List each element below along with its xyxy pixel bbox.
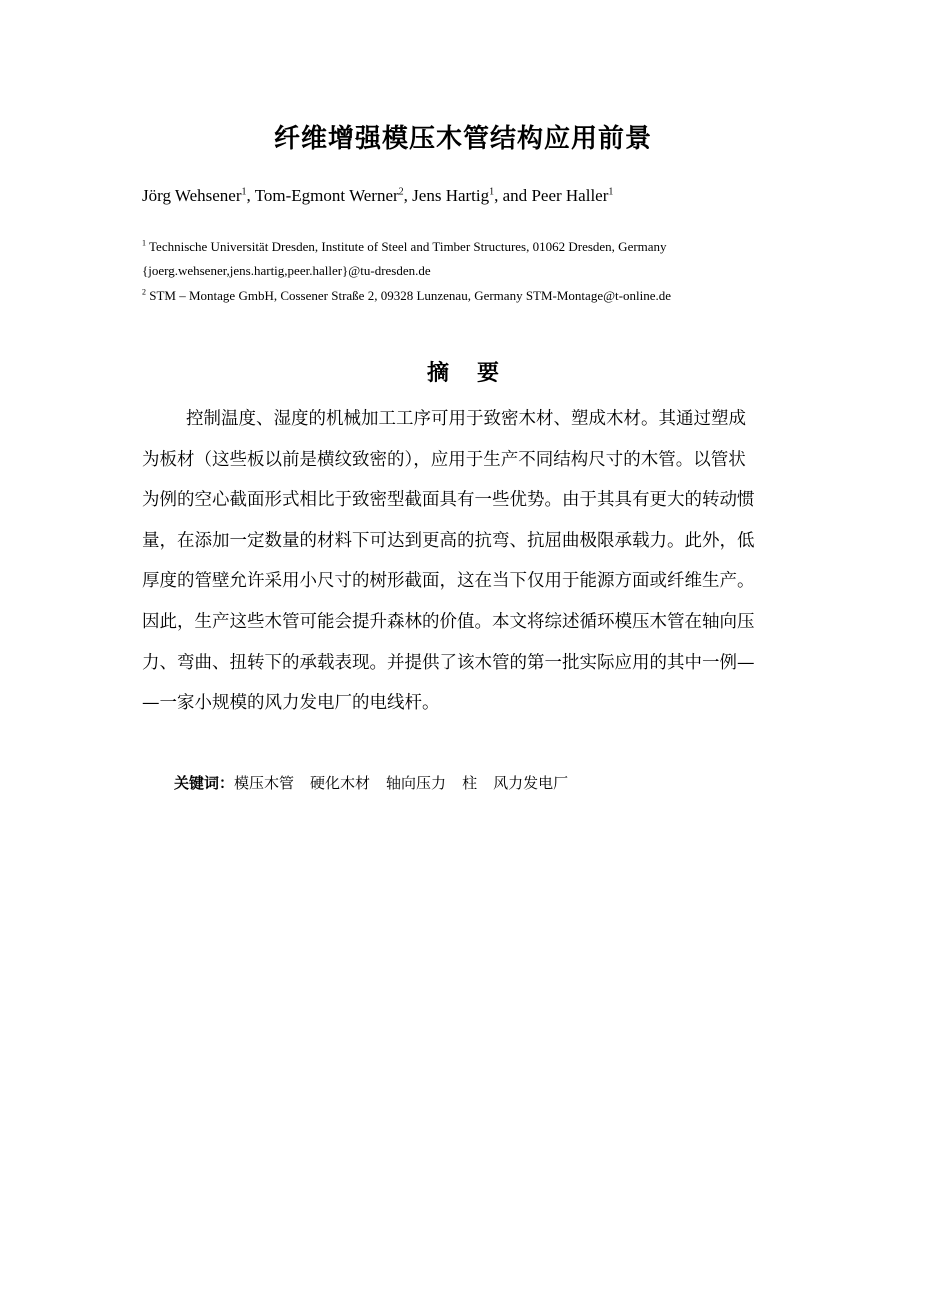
author-list [142,186,613,206]
affiliation-2 [142,288,671,304]
paper-title: 纤维增强模压木管结构应用前景 [273,124,652,154]
author-name: Jörg Wehsener [142,186,242,205]
affiliation-1-email: {joerg.wehsener,jens.hartig,peer.haller}@tu-dresden.de [142,263,431,278]
author-separator: , [403,186,413,205]
keywords-label: 关键词： [174,774,235,792]
author-name: Peer Haller [531,186,609,205]
abstract-line: —一家小规模的风力发电厂的电线杆。 [142,693,440,714]
author-affiliation-mark: 2 [398,186,404,198]
author-name: Tom-Egmont Werner [254,186,399,205]
author-affiliation-mark: 1 [608,186,614,198]
abstract-line: 为例的空心截面形式相比于致密型截面具有一些优势。由于其具有更大的转动惯 [142,490,755,511]
affiliation-mark: 1 [142,238,146,248]
abstract-heading [0,356,926,387]
keyword: 轴向压力 [386,774,447,792]
keyword: 模压木管 [234,774,295,792]
affiliation-text: STM – Montage GmbH, Cossener Straße 2, 09328 Lunzenau, Germany STM-Montage@t-online.de [146,288,672,303]
author-affiliation-mark: 1 [489,186,495,198]
author-separator: , and [494,186,532,205]
abstract-line: 厚度的管壁允许采用小尺寸的树形截面，这在当下仅用于能源方面或纤维生产。 [142,571,755,592]
abstract-heading-char: 要 [477,360,500,386]
abstract-line: 为板材（这些板以前是横纹致密的），应用于生产不同结构尺寸的木管。以管状 [142,449,746,470]
keyword: 硬化木材 [310,774,371,792]
affiliation-text: Technische Universität Dresden, Institute of Steel and Timber Structures, 01062 Dresden, Germany [146,239,667,254]
abstract-body [142,402,788,727]
abstract-line: 控制温度、湿度的机械加工工序可用于致密木材、塑成木材。其通过塑成 [186,409,746,429]
abstract-heading-char: 摘 [426,360,449,386]
author-separator: , [246,186,255,205]
author-name: Jens Hartig [412,186,490,205]
abstract-line: 量，在添加一定数量的材料下可达到更高的抗弯、抗屈曲极限承载力。此外，低 [142,530,755,551]
affiliation-mark: 2 [142,287,146,297]
abstract-line: 力、弯曲、扭转下的承载表现。并提供了该木管的第一批实际应用的其中一例— [142,652,755,673]
author-affiliation-mark: 1 [241,186,247,198]
keyword: 柱 [462,774,478,792]
keyword: 风力发电厂 [493,774,569,792]
keywords [174,772,584,793]
abstract-line: 因此，生产这些木管可能会提升森林的价值。本文将综述循环模压木管在轴向压 [142,611,755,632]
affiliation-1 [142,239,667,255]
